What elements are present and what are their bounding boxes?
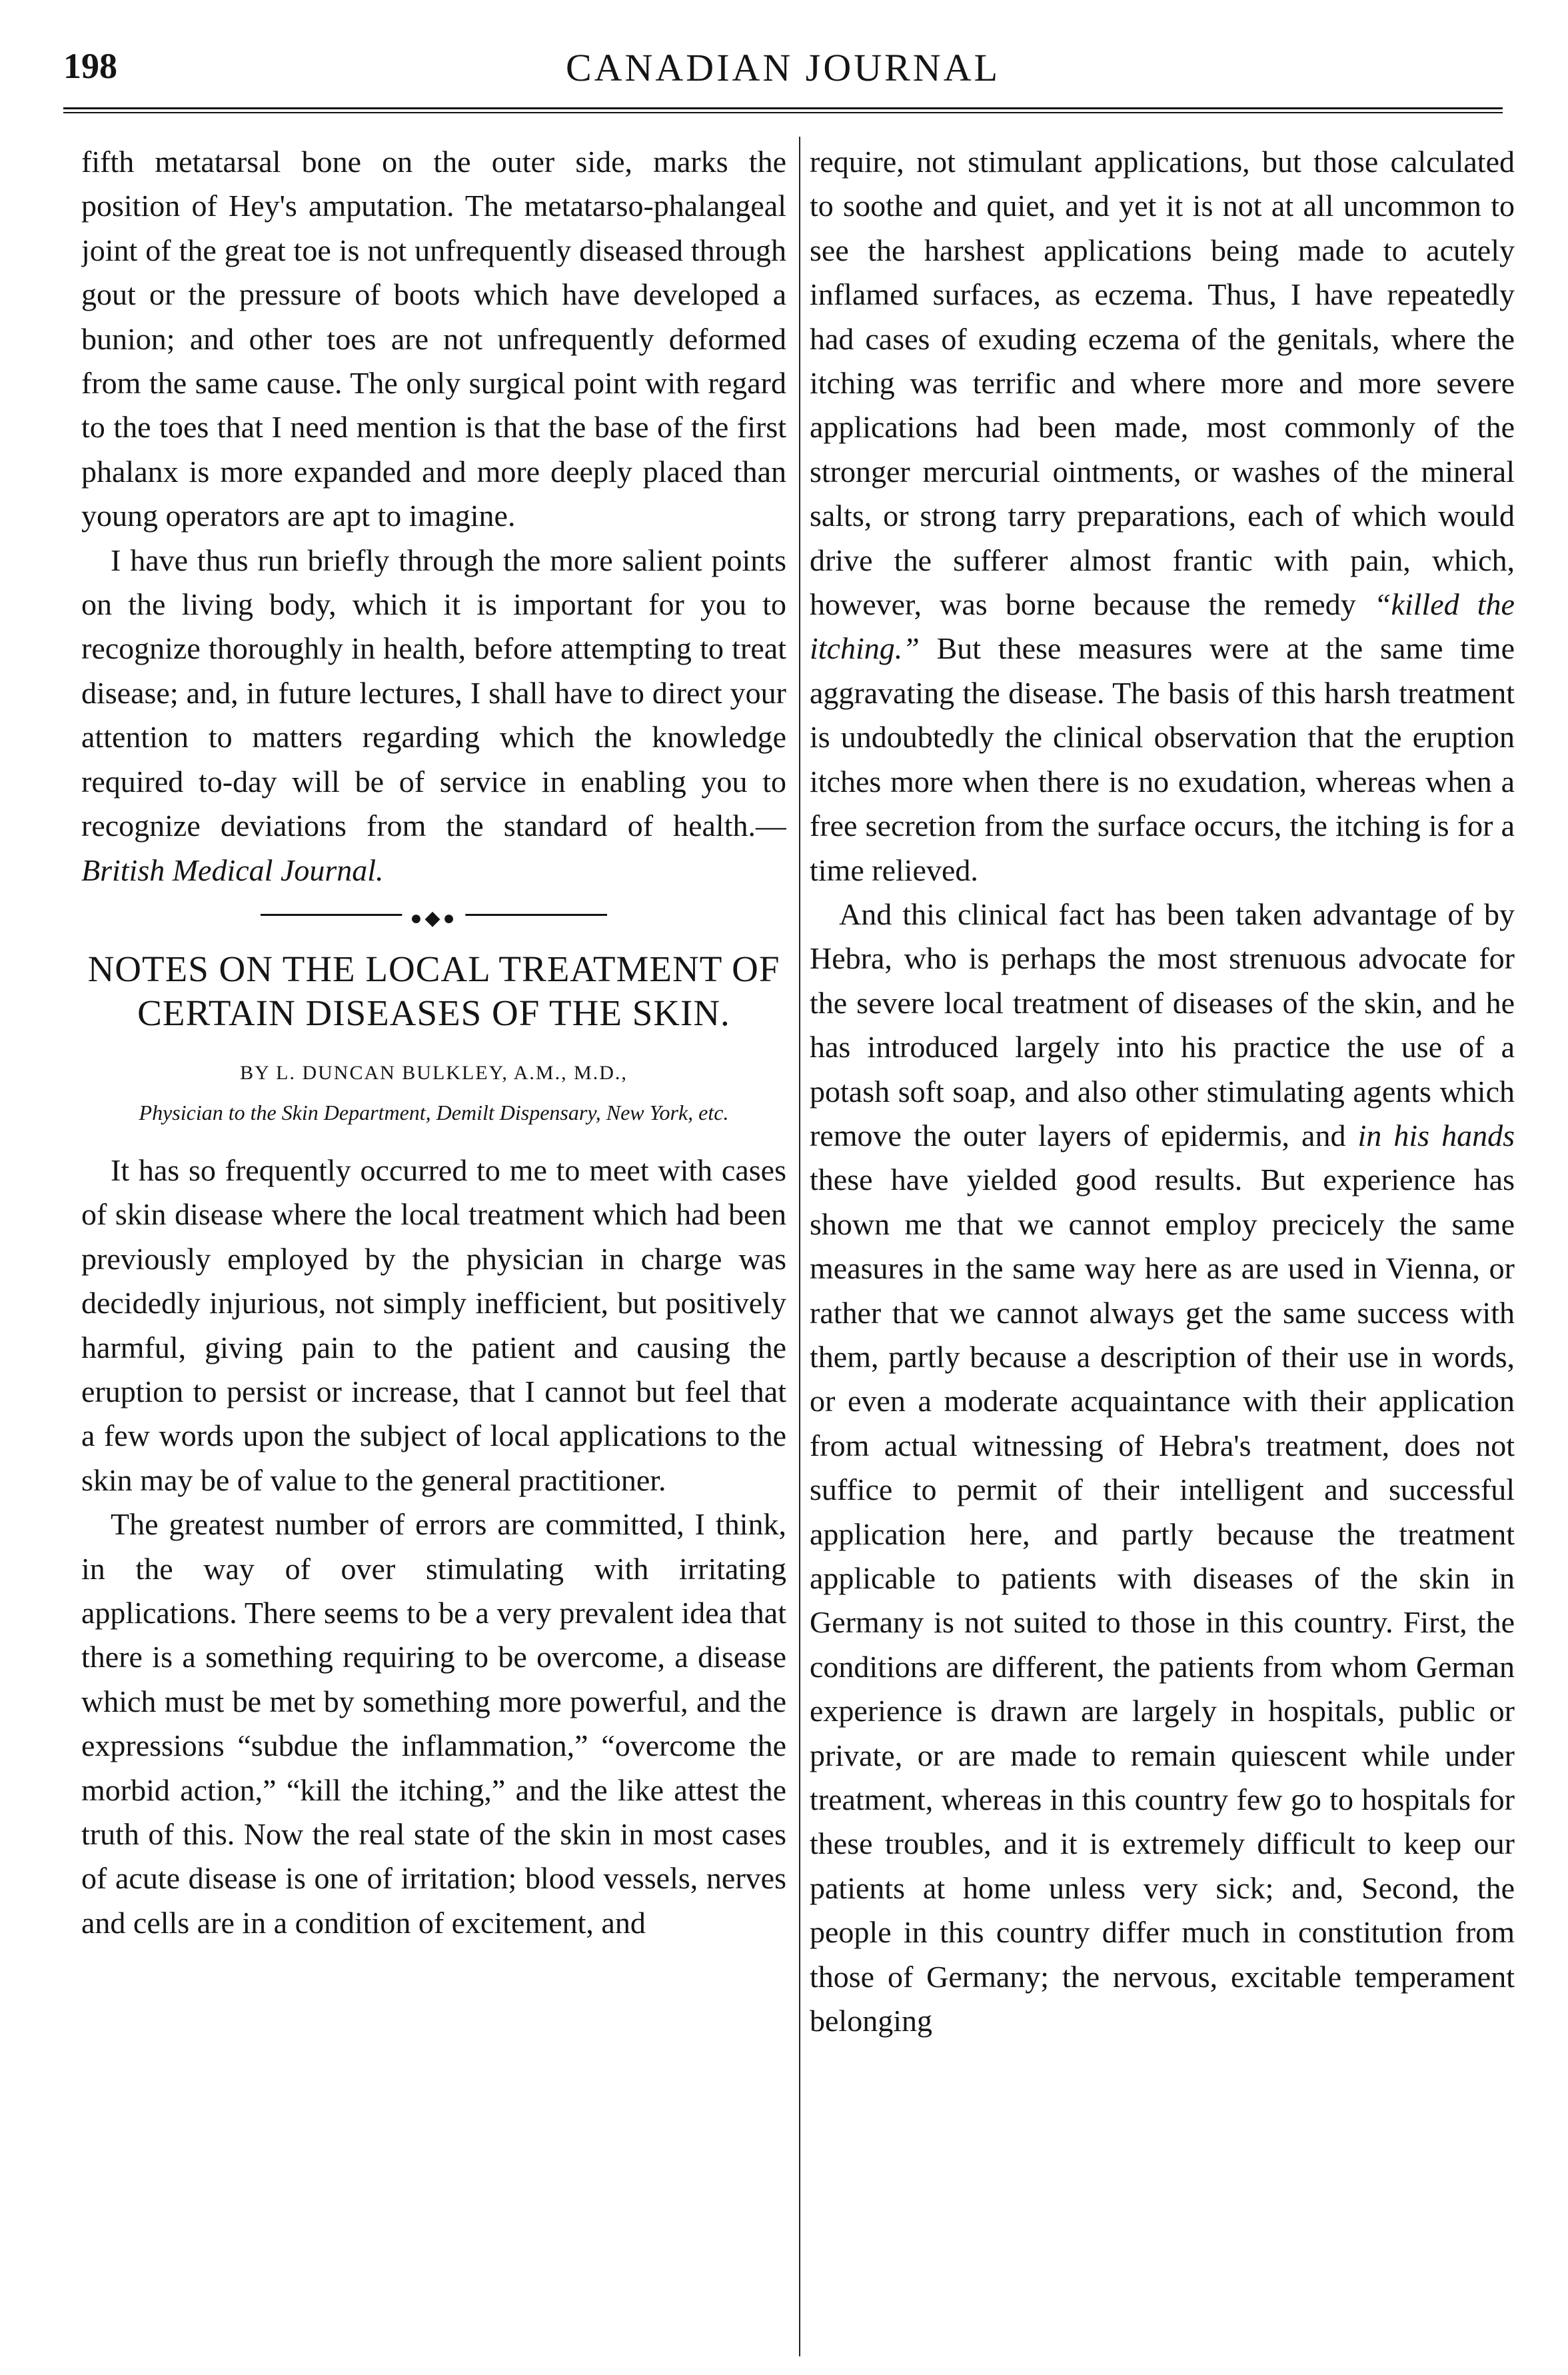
paragraph: fifth metatarsal bone on the outer side, marks the position of Hey's amputation. The metatarso-phalangeal joint of the great toe is not unfrequently diseased through gout or the pressure of boots which have developed a bunion; and other toes are not unfrequently deformed from the same cause. The only surgical point with regard to the toes that I need mention is that the base of the first phalanx is more expanded and more deeply placed than young operators are apt to imagine. bbox=[81, 145, 786, 533]
byline: BY L. DUNCAN BULKLEY, A.M., M.D., bbox=[240, 1061, 628, 1084]
paragraph: It has so frequently occurred to me to meet with cases of skin disease where the local treatment which had been previously employed by the physician in charge was decidedly injurious, not simply inefficient, but positively harmful, giving pain to the patient and causing the eruption to persist or increase, that I cannot but feel that a few words upon the subject of local applications to the skin may be of value to the general practitioner. bbox=[81, 1153, 786, 1497]
right-column bbox=[810, 140, 1515, 2360]
paragraph: The greatest number of errors are committed, I think, in the way of over stimulating with irritating applications. There seems to be a very prevalent idea that there is a something requiring to be overcome, a disease which must be met by something more powerful, and the expressions “subdue the inflammation,” “overcome the morbid action,” “kill the itching,” and the like attest the truth of this. Now the real state of the skin in most cases of acute disease is one of irritation; blood vessels, nerves and cells are in a condition of excitement, and bbox=[81, 1507, 786, 1940]
emphasis: in his hands bbox=[1357, 1118, 1515, 1153]
paragraph-text: require, not stimulant applications, but those calculated to soothe and quiet, and yet it is not at all uncommon to see the harshest applications being made to acutely inflamed surfaces, as eczema. Thus, I have repeatedly had cases of exuding eczema of the genitals, where the itching was terrific and where more and more severe applications had been made, most commonly of the stronger mercurial ointments, or washes of the mineral salts, or strong tarry preparations, each of which would drive the sufferer almost frantic with pain, which, however, was borne because the remedy bbox=[810, 145, 1515, 622]
source-citation: British Medical Journal. bbox=[81, 853, 384, 887]
left-column bbox=[81, 140, 786, 2360]
page-number: 198 bbox=[63, 46, 117, 86]
running-title: CANADIAN JOURNAL bbox=[565, 46, 1001, 89]
affiliation: Physician to the Skin Department, Demilt Dispensary, New York, etc. bbox=[139, 1100, 729, 1125]
paragraph bbox=[810, 140, 1515, 893]
page-header bbox=[63, 39, 1503, 112]
paragraph-text: But these measures were at the same time aggravating the disease. The basis of this harsh treatment is undoubtedly the clinical observation that the eruption itches more when there is no exudation, whereas when a free secretion from the surface occurs, the itching is for a time relieved. bbox=[810, 631, 1515, 887]
column-divider bbox=[799, 137, 800, 2356]
paragraph bbox=[810, 893, 1515, 2044]
section-divider: ●◆● bbox=[261, 910, 607, 919]
header-rule bbox=[63, 107, 1503, 113]
paragraph-text: I have thus run briefly through the more salient points on the living body, which it is important for you to recognize thoroughly in health, before attempting to treat disease; and, in future lectures, I shall have to direct your attention to matters regarding which the knowledge required to-day will be of service in enabling you to recognize deviations from the standard of health.— bbox=[81, 543, 786, 843]
quoted-phrase: “killed the itching.” bbox=[810, 587, 1515, 666]
paragraph-text: these have yielded good results. But experience has shown me that we cannot employ precicely the same measures in the same way here as are used in Vienna, or rather that we cannot always get the same success with them, partly because a description of their use in words, or even a moderate acquaintance with their application from actual witnessing of Hebra's treatment, does not suffice to permit of their intelligent and successful application here, and partly because the treatment applicable to patients with diseases of the skin in Germany is not suited to those in this country. First, the conditions are different, the patients from whom German experience is drawn are largely in hospitals, public or private, or are made to remain quiescent while under treatment, whereas in this country few go to hospitals for these troubles, and it is extremely difficult to keep our patients at home unless very sick; and, Second, the people in this country differ much in constitution from those of Germany; the nervous, excitable temperament belonging bbox=[810, 1163, 1515, 2038]
paragraph-text: And this clinical fact has been taken advantage of by Hebra, who is perhaps the most strenuous advocate for the severe local treatment of diseases of the skin, and he has introduced largely into his practice the use of a potash soft soap, and also other stimulating agents which remove the outer layers of epidermis, and bbox=[810, 897, 1515, 1153]
article-title: NOTES ON THE LOCAL TREATMENT OF CERTAIN DISEASES OF THE SKIN. bbox=[87, 948, 780, 1033]
paragraph bbox=[81, 539, 786, 893]
